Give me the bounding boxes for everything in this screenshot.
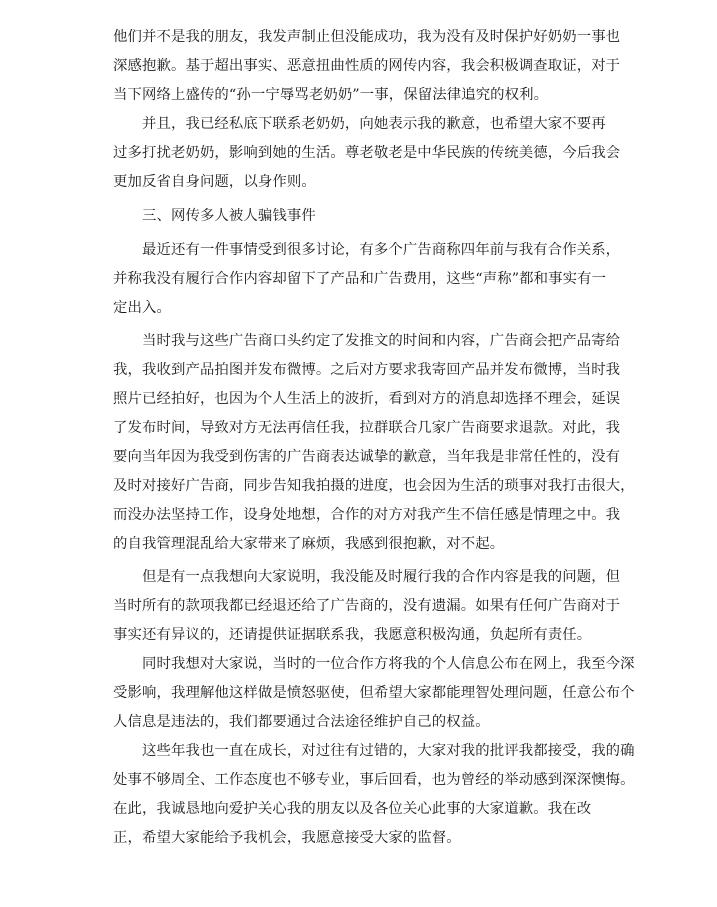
section-heading: 三、网传多人被人骗钱事件 [113, 208, 316, 224]
text-line: 处事不够周全、工作态度也不够专业，事后回看，也为曾经的举动感到深深懊悔。 [113, 772, 635, 788]
text-line: 定出入。 [113, 300, 171, 316]
text-line: 而没办法坚持工作，设身处地想，合作的对方对我产生不信任感是情理之中。我 [113, 507, 621, 523]
text-line: 在此，我诚恳地向爱护关心我的朋友以及各位关心此事的大家道歉。我在改 [113, 801, 592, 817]
text-line: 这些年我也一直在成长，对过往有过错的，大家对我的批评我都接受，我的确 [113, 743, 635, 759]
text-line: 他们并不是我的朋友，我发声制止但没能成功，我为没有及时保护好奶奶一事也 [113, 29, 621, 45]
text-line: 及时对接好广告商，同步告知我拍摄的进度，也会因为生活的琐事对我打击很大， [113, 478, 635, 494]
text-line: 当下网络上盛传的“孙一宁辱骂老奶奶”一事，保留法律追究的权利。 [113, 87, 549, 103]
text-line: 人信息是违法的，我们都要通过合法途径维护自己的权益。 [113, 714, 490, 730]
text-line: 过多打扰老奶奶，影响到她的生活。尊老敬老是中华民族的传统美德，今后我会 [113, 145, 621, 161]
text-line: 要向当年因为我受到伤害的广告商表达诚挚的歉意，当年我是非常任性的，没有 [113, 449, 621, 465]
text-line: 并且，我已经私底下联系老奶奶，向她表示我的歉意，也希望大家不要再 [113, 116, 606, 132]
text-line: 深感抱歉。基于超出事实、恶意扭曲性质的网传内容，我会积极调查取证，对于 [113, 58, 621, 74]
text-line: 当时我与这些广告商口头约定了发推文的时间和内容，广告商会把产品寄给 [113, 333, 621, 349]
text-line: 最近还有一件事情受到很多讨论，有多个广告商称四年前与我有合作关系， [113, 242, 621, 258]
text-line: 照片已经拍好，也因为个人生活上的波折，看到对方的消息却选择不理会，延误 [113, 391, 621, 407]
text-line: 的自我管理混乱给大家带来了麻烦，我感到很抱歉，对不起。 [113, 536, 505, 552]
text-line: 更加反省自身问题，以身作则。 [113, 174, 316, 190]
text-line: 我，我收到产品拍图并发布微博。之后对方要求我寄回产品并发布微博，当时我 [113, 362, 621, 378]
text-line: 正，希望大家能给予我机会，我愿意接受大家的监督。 [113, 830, 461, 846]
text-line: 并称我没有履行合作内容却留下了产品和广告费用，这些“声称”都和事实有一 [113, 271, 607, 287]
text-line: 了发布时间，导致对方无法再信任我，拉群联合几家广告商要求退款。对此，我 [113, 420, 621, 436]
text-line: 当时所有的款项我都已经退还给了广告商的，没有遗漏。如果有任何广告商对于 [113, 598, 621, 614]
text-line: 但是有一点我想向大家说明，我没能及时履行我的合作内容是我的问题，但 [113, 569, 621, 585]
text-line: 事实还有异议的，还请提供证据联系我，我愿意积极沟通，负起所有责任。 [113, 627, 592, 643]
text-line: 受影响，我理解他这样做是愤怒驱使，但希望大家都能理智处理问题，任意公布个 [113, 685, 635, 701]
text-line: 同时我想对大家说，当时的一位合作方将我的个人信息公布在网上，我至今深 [113, 656, 635, 672]
